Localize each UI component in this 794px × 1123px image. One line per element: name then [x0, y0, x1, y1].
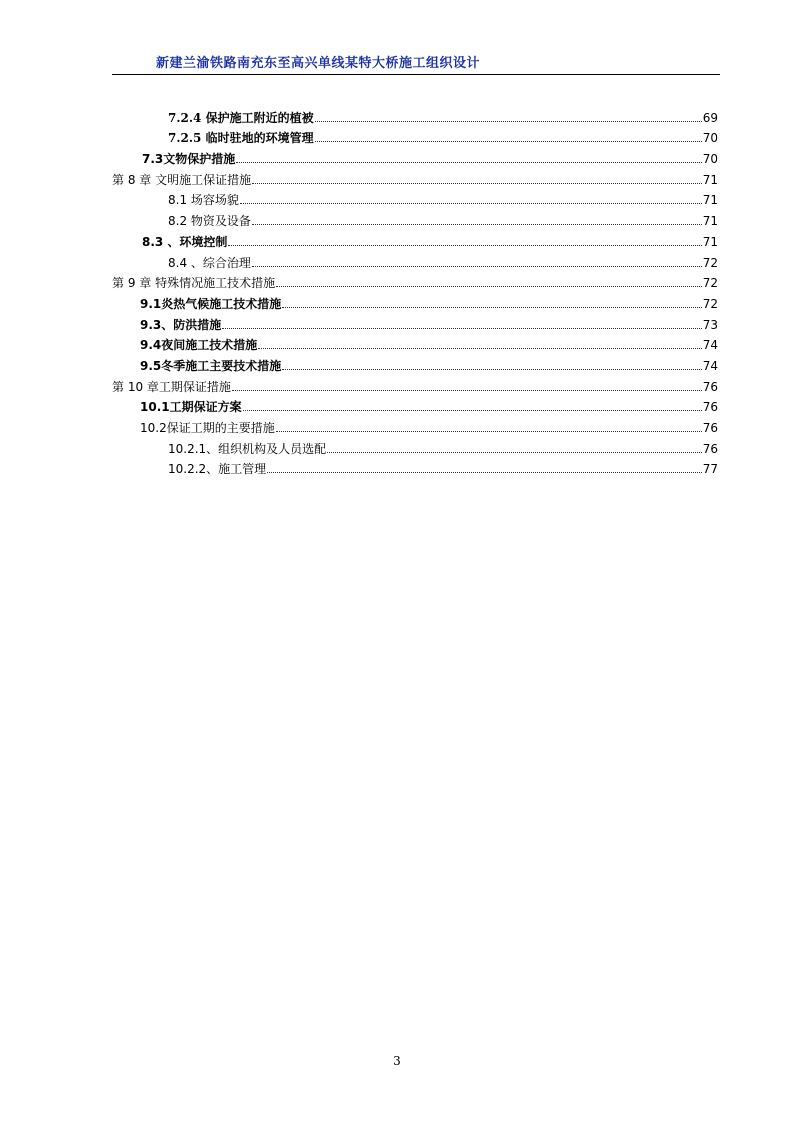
toc-dot-leader: [267, 471, 702, 473]
toc-dot-leader: [236, 161, 701, 163]
toc-dot-leader: [252, 182, 702, 184]
toc-dot-leader: [276, 285, 702, 287]
toc-entry-page: 74: [702, 338, 718, 353]
toc-dot-leader: [282, 306, 701, 308]
toc-dot-leader: [315, 140, 702, 142]
toc-dot-leader: [252, 265, 702, 267]
toc-entry[interactable]: [112, 456, 718, 477]
toc-entry[interactable]: [112, 228, 718, 249]
toc-entry-page: 71: [702, 214, 718, 229]
toc-entry[interactable]: [112, 352, 718, 373]
toc-entry-page: 76: [702, 421, 718, 435]
toc-entry-page: 70: [702, 152, 718, 167]
toc-entry-title: 10.2保证工期的主要措施: [140, 421, 275, 435]
toc-entry[interactable]: [112, 125, 718, 146]
toc-entry-title: 10.2.1、组织机构及人员选配: [168, 441, 327, 456]
toc-entry-title: 9.5冬季施工主要技术措施: [140, 358, 282, 373]
toc-entry-title: 9.3、防洪措施: [140, 317, 222, 332]
toc-entry[interactable]: [112, 414, 718, 435]
toc-entry-title: 7.3文物保护措施: [142, 152, 236, 167]
toc-entry[interactable]: [112, 290, 718, 311]
toc-entry-page: 71: [702, 193, 718, 208]
toc-entry[interactable]: [112, 145, 718, 166]
toc-entry-page: 76: [702, 379, 718, 394]
toc-entry[interactable]: [112, 187, 718, 208]
toc-entry-page: 71: [702, 172, 718, 187]
toc-entry-title: 8.2 物资及设备: [168, 214, 251, 229]
toc-entry-title: 第 10 章工期保证措施: [112, 379, 231, 394]
toc-entry-page: 77: [702, 462, 718, 477]
toc-entry-title: 8.1 场容场貌: [168, 193, 239, 208]
toc-entry[interactable]: [112, 311, 718, 332]
toc-entry-page: 76: [702, 441, 718, 456]
toc-dot-leader: [222, 327, 701, 329]
toc-entry-page: 72: [702, 296, 718, 311]
toc-entry[interactable]: [112, 166, 718, 187]
toc-dot-leader: [240, 202, 702, 204]
toc-entry[interactable]: [112, 207, 718, 228]
toc-entry-title: 7.2.5 临时驻地的环境管理: [168, 131, 314, 146]
toc-entry[interactable]: [112, 270, 718, 291]
toc-entry-title: 第 8 章 文明施工保证措施: [112, 172, 252, 187]
toc-entry-page: 72: [702, 276, 718, 291]
toc-entry[interactable]: [112, 332, 718, 353]
toc-entry-title: 9.4夜间施工技术措施: [140, 338, 258, 353]
table-of-contents: [112, 104, 718, 476]
toc-entry-title: 10.1工期保证方案: [140, 400, 242, 415]
toc-dot-leader: [327, 451, 702, 453]
header-title: 新建兰渝铁路南充东至高兴单线某特大桥施工组织设计: [156, 56, 481, 71]
toc-entry-page: 73: [702, 317, 718, 332]
toc-entry-title: 8.3 、环境控制: [142, 234, 228, 249]
toc-dot-leader: [258, 347, 701, 349]
toc-dot-leader: [243, 409, 702, 411]
toc-entry-title: 10.2.2、施工管理: [168, 462, 267, 477]
toc-entry-page: 74: [702, 358, 718, 373]
toc-dot-leader: [228, 244, 701, 246]
page-number: 3: [393, 1054, 401, 1068]
toc-dot-leader: [252, 223, 702, 225]
toc-entry-page: 71: [702, 234, 718, 249]
toc-entry[interactable]: [112, 104, 718, 125]
toc-entry-title: 9.1炎热气候施工技术措施: [140, 296, 282, 311]
toc-entry-title: 8.4 、综合治理: [168, 255, 251, 270]
toc-entry-title: 第 9 章 特殊情况施工技术措施: [112, 276, 276, 291]
toc-entry-page: 76: [702, 400, 718, 415]
toc-entry[interactable]: [112, 435, 718, 456]
toc-entry-page: 69: [702, 110, 718, 125]
toc-entry[interactable]: [112, 249, 718, 270]
page-header: [112, 52, 720, 75]
toc-dot-leader: [282, 368, 701, 370]
toc-dot-leader: [232, 389, 702, 391]
toc-entry-page: 72: [702, 255, 718, 270]
toc-entry[interactable]: [112, 394, 718, 415]
toc-dot-leader: [315, 120, 702, 122]
toc-dot-leader: [276, 430, 702, 432]
toc-entry-page: 70: [702, 131, 718, 146]
toc-entry-title: 7.2.4 保护施工附近的植被: [168, 110, 314, 125]
toc-entry[interactable]: [112, 373, 718, 394]
